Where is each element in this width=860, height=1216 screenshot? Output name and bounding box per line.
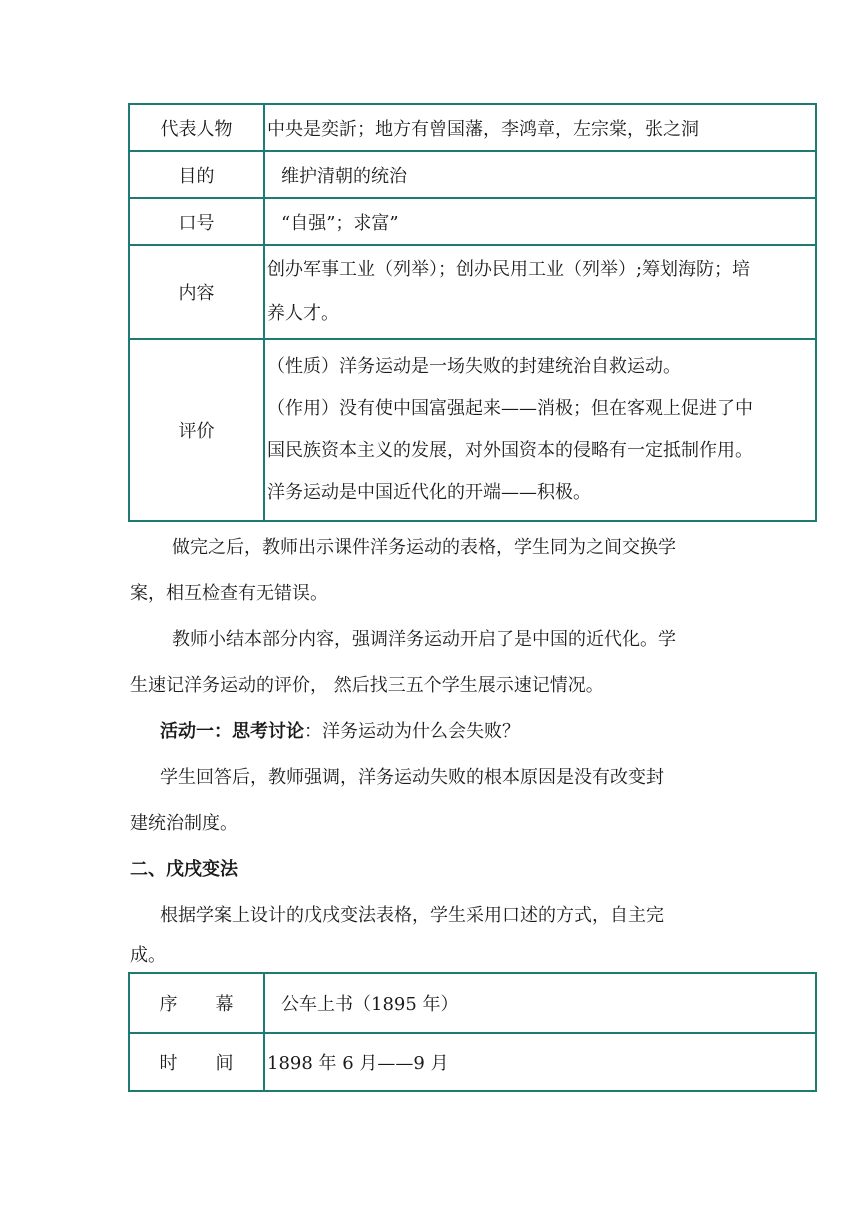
row-label-content: 内容 [129, 245, 264, 339]
table-row [129, 973, 816, 1033]
paragraph-line: 学生回答后，教师强调，洋务运动失败的根本原因是没有改变封 [160, 767, 664, 788]
paragraph-line: 生速记洋务运动的评价， 然后找三五个学生展示速记情况。 [130, 675, 604, 696]
activity-title: 活动一：思考讨论 [160, 721, 304, 742]
row-content-slogan: “自强”；求富” [264, 198, 816, 245]
table-row [129, 104, 816, 151]
row-label-prelude [129, 973, 264, 1033]
row-label-evaluation: 评价 [129, 339, 264, 521]
row-label-time [129, 1033, 264, 1091]
evaluation-line: 洋务运动是中国近代化的开端——积极。 [267, 482, 591, 503]
table-row [129, 151, 816, 198]
row-content-content [264, 245, 816, 339]
label-char: 序 [159, 994, 178, 1015]
paragraph-line: 教师小结本部分内容，强调洋务运动开启了是中国的近代化。学 [172, 629, 676, 650]
activity-line [160, 709, 520, 755]
table-row [129, 198, 816, 245]
table-row [129, 245, 816, 339]
row-content-evaluation [264, 339, 816, 521]
row-label-slogan: 口号 [129, 198, 264, 245]
row-content-prelude: 公车上书（1895 年） [264, 973, 816, 1033]
row-content-representatives: 中央是奕訢；地方有曾国藩，李鸿章，左宗棠，张之洞 [264, 104, 816, 151]
row-label-purpose: 目的 [129, 151, 264, 198]
paragraph-line: 建统治制度。 [130, 813, 238, 834]
row-content-time: 1898 年 6 月——9 月 [264, 1033, 816, 1091]
evaluation-line: （作用）没有使中国富强起来——消极；但在客观上促进了中 [267, 398, 753, 419]
evaluation-line: 国民族资本主义的发展，对外国资本的侵略有一定抵制作用。 [267, 440, 753, 461]
paragraph-line: 根据学案上设计的戊戌变法表格，学生采用口述的方式，自主完 [160, 905, 664, 926]
activity-question: ：洋务运动为什么会失败？ [304, 721, 520, 742]
label-char: 时 [159, 1053, 178, 1074]
paragraph-line: 案，相互检查有无错误。 [130, 583, 328, 604]
paragraph-line: 成。 [130, 945, 166, 966]
reform-movement-table [128, 972, 817, 1092]
row-label-representatives: 代表人物 [129, 104, 264, 151]
label-char: 幕 [215, 994, 234, 1015]
evaluation-line: （性质）洋务运动是一场失败的封建统治自救运动。 [267, 356, 681, 377]
content-line: 养人才。 [267, 303, 339, 324]
westernization-movement-table [128, 103, 817, 522]
row-content-purpose: 维护清朝的统治 [264, 151, 816, 198]
paragraph-line: 做完之后，教师出示课件洋务运动的表格，学生同为之间交换学 [172, 537, 676, 558]
table-row [129, 1033, 816, 1091]
table-row [129, 339, 816, 521]
label-char: 间 [215, 1053, 234, 1074]
content-line: 创办军事工业（列举）；创办民用工业（列举）;筹划海防；培 [267, 259, 751, 280]
section-heading: 二、戊戌变法 [130, 859, 238, 880]
